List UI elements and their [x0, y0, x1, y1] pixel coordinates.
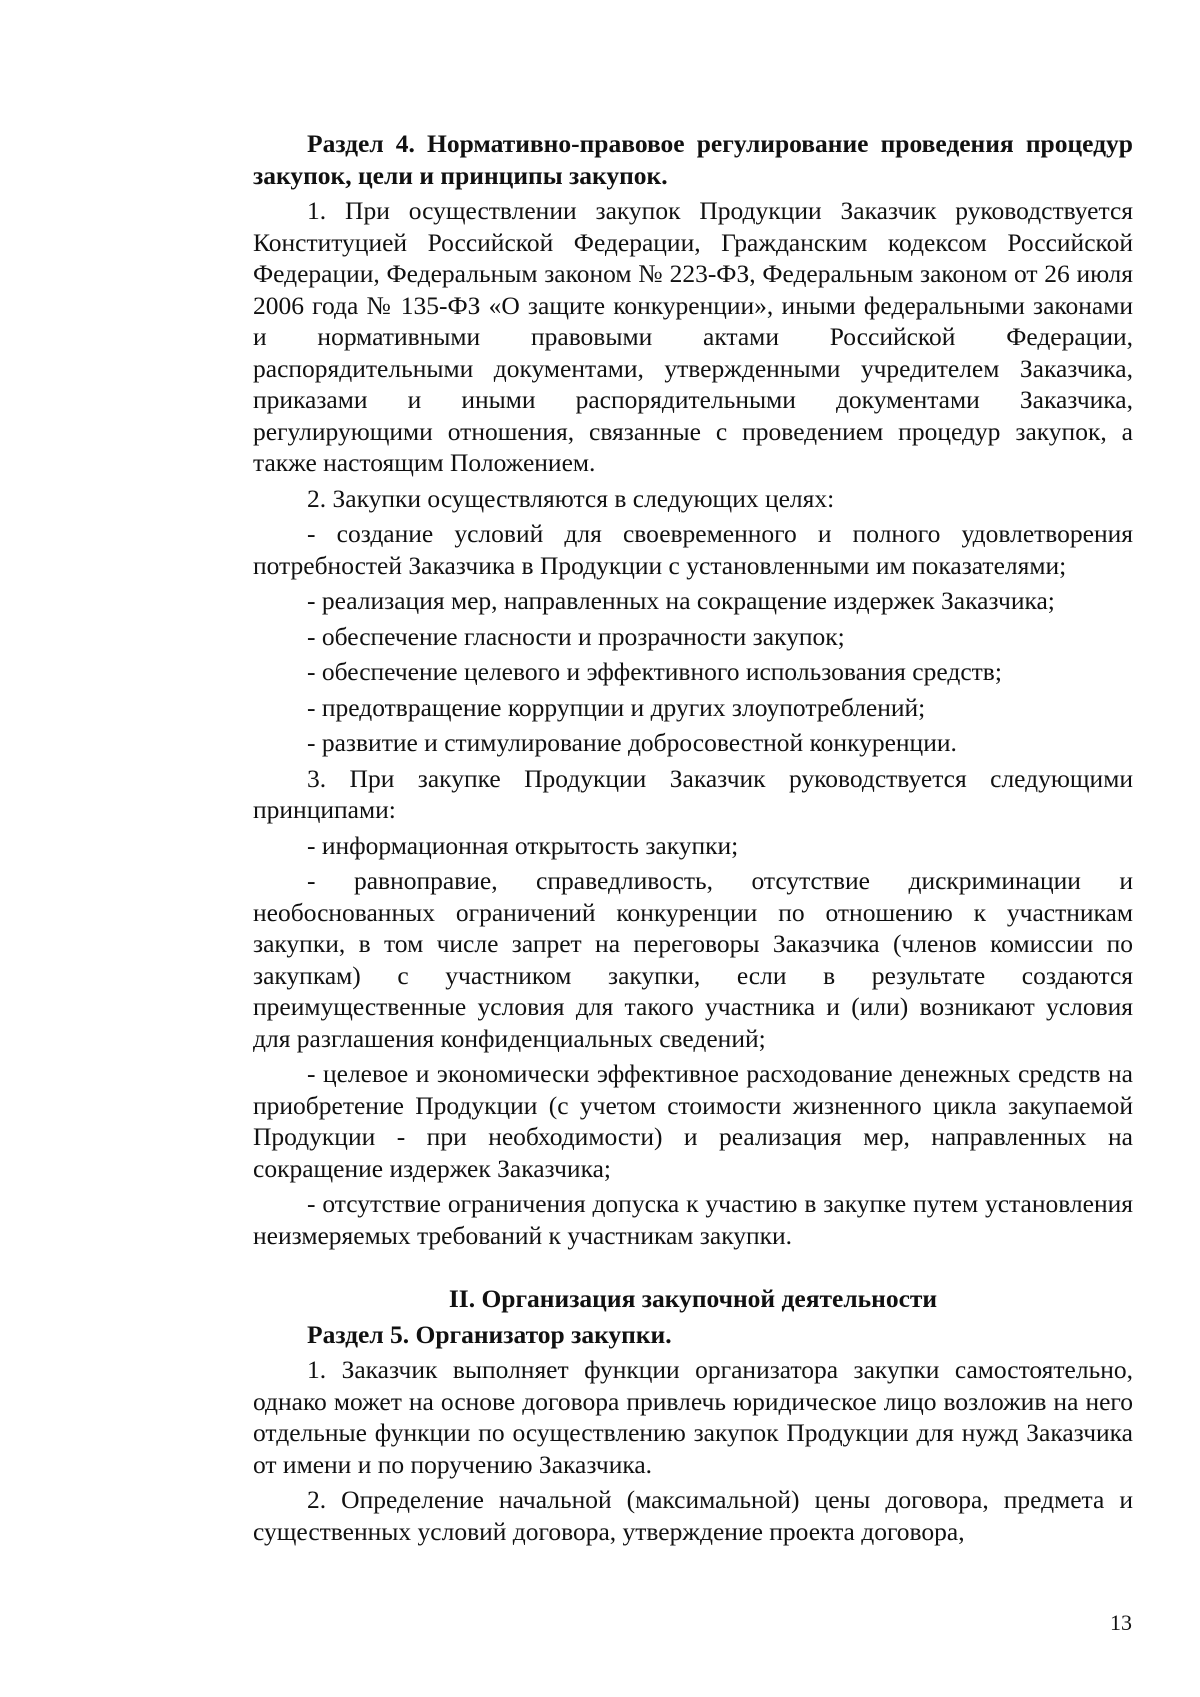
list-item: - реализация мер, направленных на сокращение издержек Заказчика;: [307, 586, 1055, 615]
list-item: - целевое и экономически эффективное расходование денежных средств на приобретение Продукции (с учетом стоимости жизненного цикла закупаемой Продукции - при необходимости) и реализация мер, направленных на сокращение издержек Заказчика;: [253, 1059, 1133, 1183]
page-number: 13: [1110, 1610, 1132, 1635]
list-item: - создание условий для своевременного и полного удовлетворения потребностей Заказчика в Продукции с установленными им показателями;: [253, 519, 1133, 580]
section-4-heading: Раздел 4. Нормативно-правовое регулирование проведения процедур закупок, цели и принципы закупок.: [253, 129, 1133, 190]
list-item: - обеспечение гласности и прозрачности закупок;: [307, 621, 845, 651]
section-5-heading: Раздел 5. Организатор закупки.: [307, 1319, 672, 1349]
section-5-paragraph-2: 2. Определение начальной (максимальной) цены договора, предмета и существенных условий договора, утверждение проекта договора,: [253, 1485, 1133, 1546]
list-item: - отсутствие ограничения допуска к участию в закупке путем установления неизмеряемых требований к участникам закупки.: [253, 1189, 1133, 1250]
goals-list: [253, 518, 1133, 759]
list-item: - развитие и стимулирование добросовестной конкуренции.: [307, 728, 957, 757]
list-item: - предотвращение коррупции и других злоупотреблений;: [307, 692, 926, 722]
list-item: - информационная открытость закупки;: [307, 830, 739, 860]
section-5-paragraph-1: 1. Заказчик выполняет функции организатора закупки самостоятельно, однако может на основе договора привлечь юридическое лицо возложив на него отдельные функции по осуществлению закупок Продукции для нужд Заказчика от имени и по поручению Заказчика.: [253, 1355, 1133, 1479]
list-item: - обеспечение целевого и эффективного использования средств;: [307, 657, 1002, 686]
section-4-paragraph-3: 3. При закупке Продукции Заказчик руководствуется следующими принципами:: [253, 763, 1133, 824]
section-4-paragraph-2: 2. Закупки осуществляются в следующих целях:: [307, 483, 835, 513]
section-4-paragraph-1: 1. При осуществлении закупок Продукции Заказчик руководствуется Конституцией Российской Федерации, Гражданским кодексом Российской Федерации, Федеральным законом № 223-ФЗ, Федеральным законом от 26 июля 2006 года № 135-ФЗ «О защите конкуренции», иными федеральными законами и нормативными правовыми актами Российской Федерации, распорядительными документами, утвержденными учредителем Заказчика, приказами и иными распорядительными документами Заказчика, регулирующими отношения, связанные с проведением процедур закупок, а также настоящим Положением.: [253, 196, 1133, 477]
document-page: [253, 128, 1133, 1551]
list-item: - равноправие, справедливость, отсутствие дискриминации и необоснованных ограничений конкуренции по отношению к участникам закупки, в том числе запрет на переговоры Заказчика (членов комиссии по закупкам) с участником закупки, если в результате создаются преимущественные условия для такого участника и (или) возникают условия для разглашения конфиденциальных сведений;: [253, 866, 1133, 1053]
principles-list: [253, 830, 1133, 1252]
part-2-heading: II. Организация закупочной деятельности: [448, 1284, 938, 1313]
